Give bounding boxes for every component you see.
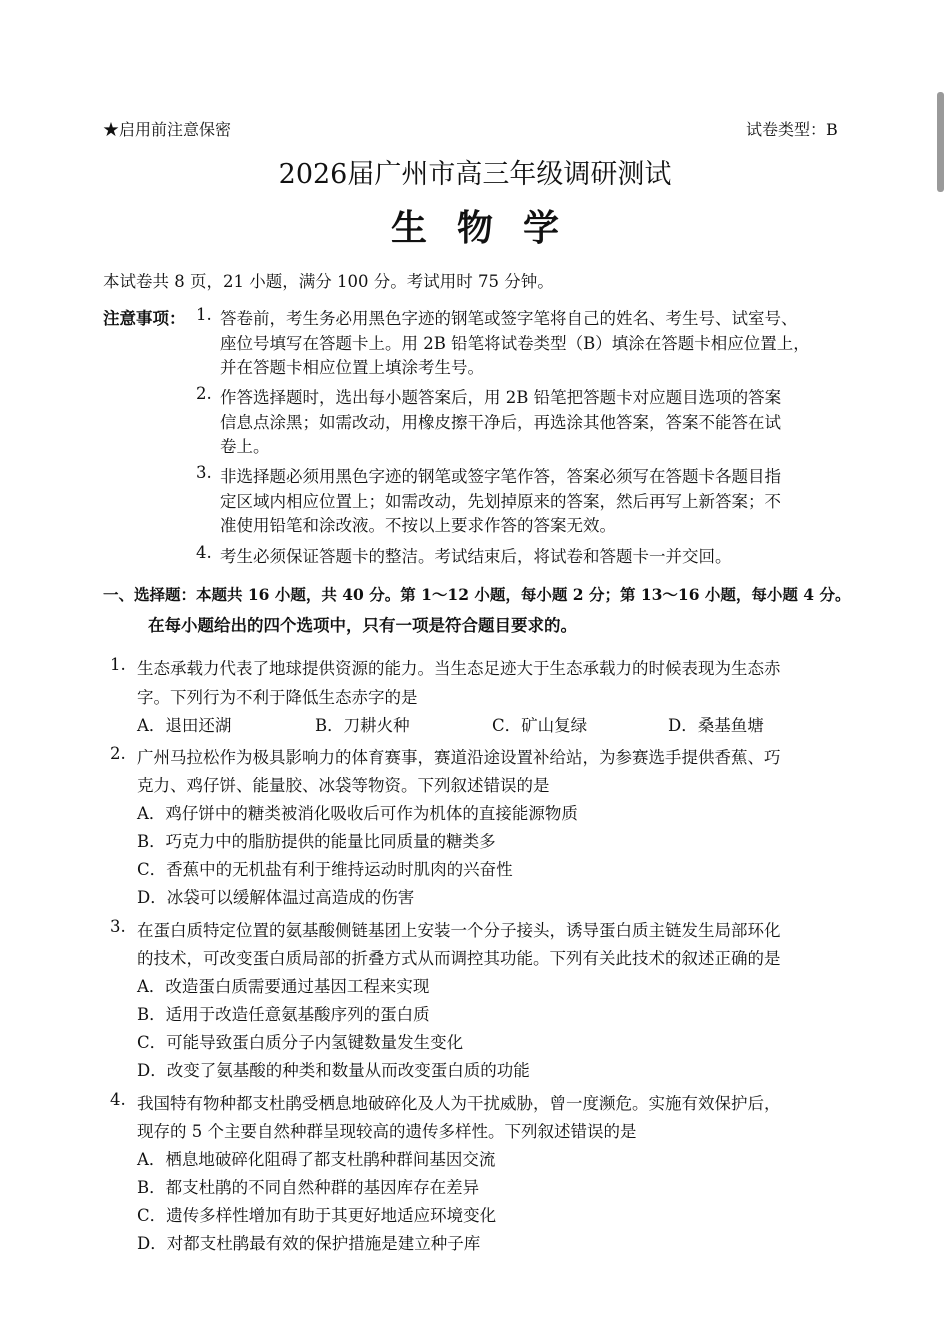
- notice-3-line-3: 准使用铅笔和涂改液。不按以上要求作答的答案无效。: [220, 516, 616, 535]
- notice-2-line-2: 信息点涂黑；如需改动，用橡皮擦干净后，再选涂其他答案，答案不能答在试: [220, 413, 781, 432]
- question-3-stem-line-2: 的技术，可改变蛋白质局部的折叠方式从而调控其功能。下列有关此技术的叙述正确的是: [137, 949, 781, 968]
- paper-type: 试卷类型：B: [746, 120, 838, 139]
- question-1-option-b: B．刀耕火种: [315, 716, 410, 735]
- question-2-num: 2.: [110, 744, 126, 763]
- question-3-stem-line-1: 在蛋白质特定位置的氨基酸侧链基团上安装一个分子接头，诱导蛋白质主链发生局部环化: [137, 921, 781, 940]
- question-1-option-c: C．矿山复绿: [492, 716, 588, 735]
- notice-label: 注意事项：: [103, 309, 186, 328]
- question-4-stem-line-1: 我国特有物种都支杜鹃受栖息地破碎化及人为干扰威胁，曾一度濒危。实施有效保护后，: [137, 1094, 781, 1113]
- section-heading-line-2: 在每小题给出的四个选项中，只有一项是符合题目要求的。: [148, 616, 577, 635]
- question-1-stem-line-1: 生态承载力代表了地球提供资源的能力。当生态足迹大于生态承载力的时候表现为生态赤: [137, 659, 781, 678]
- notice-2-line-3: 卷上。: [220, 437, 270, 456]
- question-4-stem-line-2: 现存的 5 个主要自然种群呈现较高的遗传多样性。下列叙述错误的是: [137, 1122, 637, 1141]
- question-1-num: 1.: [110, 655, 126, 674]
- notice-4-num: 4.: [196, 543, 212, 562]
- question-1-option-d: D．桑基鱼塘: [668, 716, 764, 735]
- question-4-option-c: C．遗传多样性增加有助于其更好地适应环境变化: [137, 1206, 497, 1225]
- exam-intro: 本试卷共 8 页，21 小题，满分 100 分。考试用时 75 分钟。: [103, 272, 554, 291]
- question-4-option-b: B．都支杜鹃的不同自然种群的基因库存在差异: [137, 1178, 480, 1197]
- question-2-stem-line-1: 广州马拉松作为极具影响力的体育赛事，赛道沿途设置补给站，为参赛选手提供香蕉、巧: [137, 748, 781, 767]
- question-2-stem-line-2: 克力、鸡仔饼、能量胶、冰袋等物资。下列叙述错误的是: [137, 776, 550, 795]
- notice-4-line-1: 考生必须保证答题卡的整洁。考试结束后，将试卷和答题卡一并交回。: [220, 547, 732, 566]
- question-3-option-c: C．可能导致蛋白质分子内氢键数量发生变化: [137, 1033, 464, 1052]
- question-3-option-a: A．改造蛋白质需要通过基因工程来实现: [137, 977, 430, 996]
- subject-title: 生物学: [390, 207, 589, 249]
- question-4-option-d: D．对都支杜鹃最有效的保护措施是建立种子库: [137, 1234, 481, 1253]
- question-3-num: 3.: [110, 917, 126, 936]
- notice-1-line-1: 答卷前，考生务必用黑色字迹的钢笔或签字笔将自己的姓名、考生号、试室号、: [220, 309, 798, 328]
- section-heading-line-1: 一、选择题：本题共 16 小题，共 40 分。第 1～12 小题，每小题 2 分；第 13～16 小题，每小题 4 分。: [103, 585, 851, 604]
- question-2-option-a: A．鸡仔饼中的糖类被消化吸收后可作为机体的直接能源物质: [137, 804, 578, 823]
- confidential-notice: ★启用前注意保密: [103, 120, 232, 139]
- question-2-option-b: B．巧克力中的脂肪提供的能量比同质量的糖类多: [137, 832, 496, 851]
- question-1-stem-line-2: 字。下列行为不利于降低生态赤字的是: [137, 688, 418, 707]
- question-2-option-c: C．香蕉中的无机盐有利于维持运动时肌肉的兴奋性: [137, 860, 513, 879]
- question-3-option-d: D．改变了氨基酸的种类和数量从而改变蛋白质的功能: [137, 1061, 530, 1080]
- question-4-num: 4.: [110, 1090, 126, 1109]
- notice-2-line-1: 作答选择题时，选出每小题答案后，用 2B 铅笔把答题卡对应题目选项的答案: [220, 388, 782, 407]
- notice-3-line-1: 非选择题必须用黑色字迹的钢笔或签字笔作答，答案必须写在答题卡各题目指: [220, 467, 781, 486]
- notice-3-line-2: 定区域内相应位置上；如需改动，先划掉原来的答案，然后再写上新答案；不: [220, 492, 781, 511]
- question-1-option-a: A．退田还湖: [137, 716, 232, 735]
- question-3-option-b: B．适用于改造任意氨基酸序列的蛋白质: [137, 1005, 430, 1024]
- exam-title: 2026届广州市高三年级调研测试: [278, 159, 672, 190]
- question-2-option-d: D．冰袋可以缓解体温过高造成的伤害: [137, 888, 415, 907]
- notice-1-line-3: 并在答题卡相应位置上填涂考生号。: [220, 358, 484, 377]
- notice-1-line-2: 座位号填写在答题卡上。用 2B 铅笔将试卷类型（B）填涂在答题卡相应位置上，: [220, 334, 810, 353]
- notice-3-num: 3.: [196, 463, 212, 482]
- notice-1-num: 1.: [196, 305, 212, 324]
- notice-2-num: 2.: [196, 384, 212, 403]
- question-4-option-a: A．栖息地破碎化阻碍了都支杜鹃种群间基因交流: [137, 1150, 496, 1169]
